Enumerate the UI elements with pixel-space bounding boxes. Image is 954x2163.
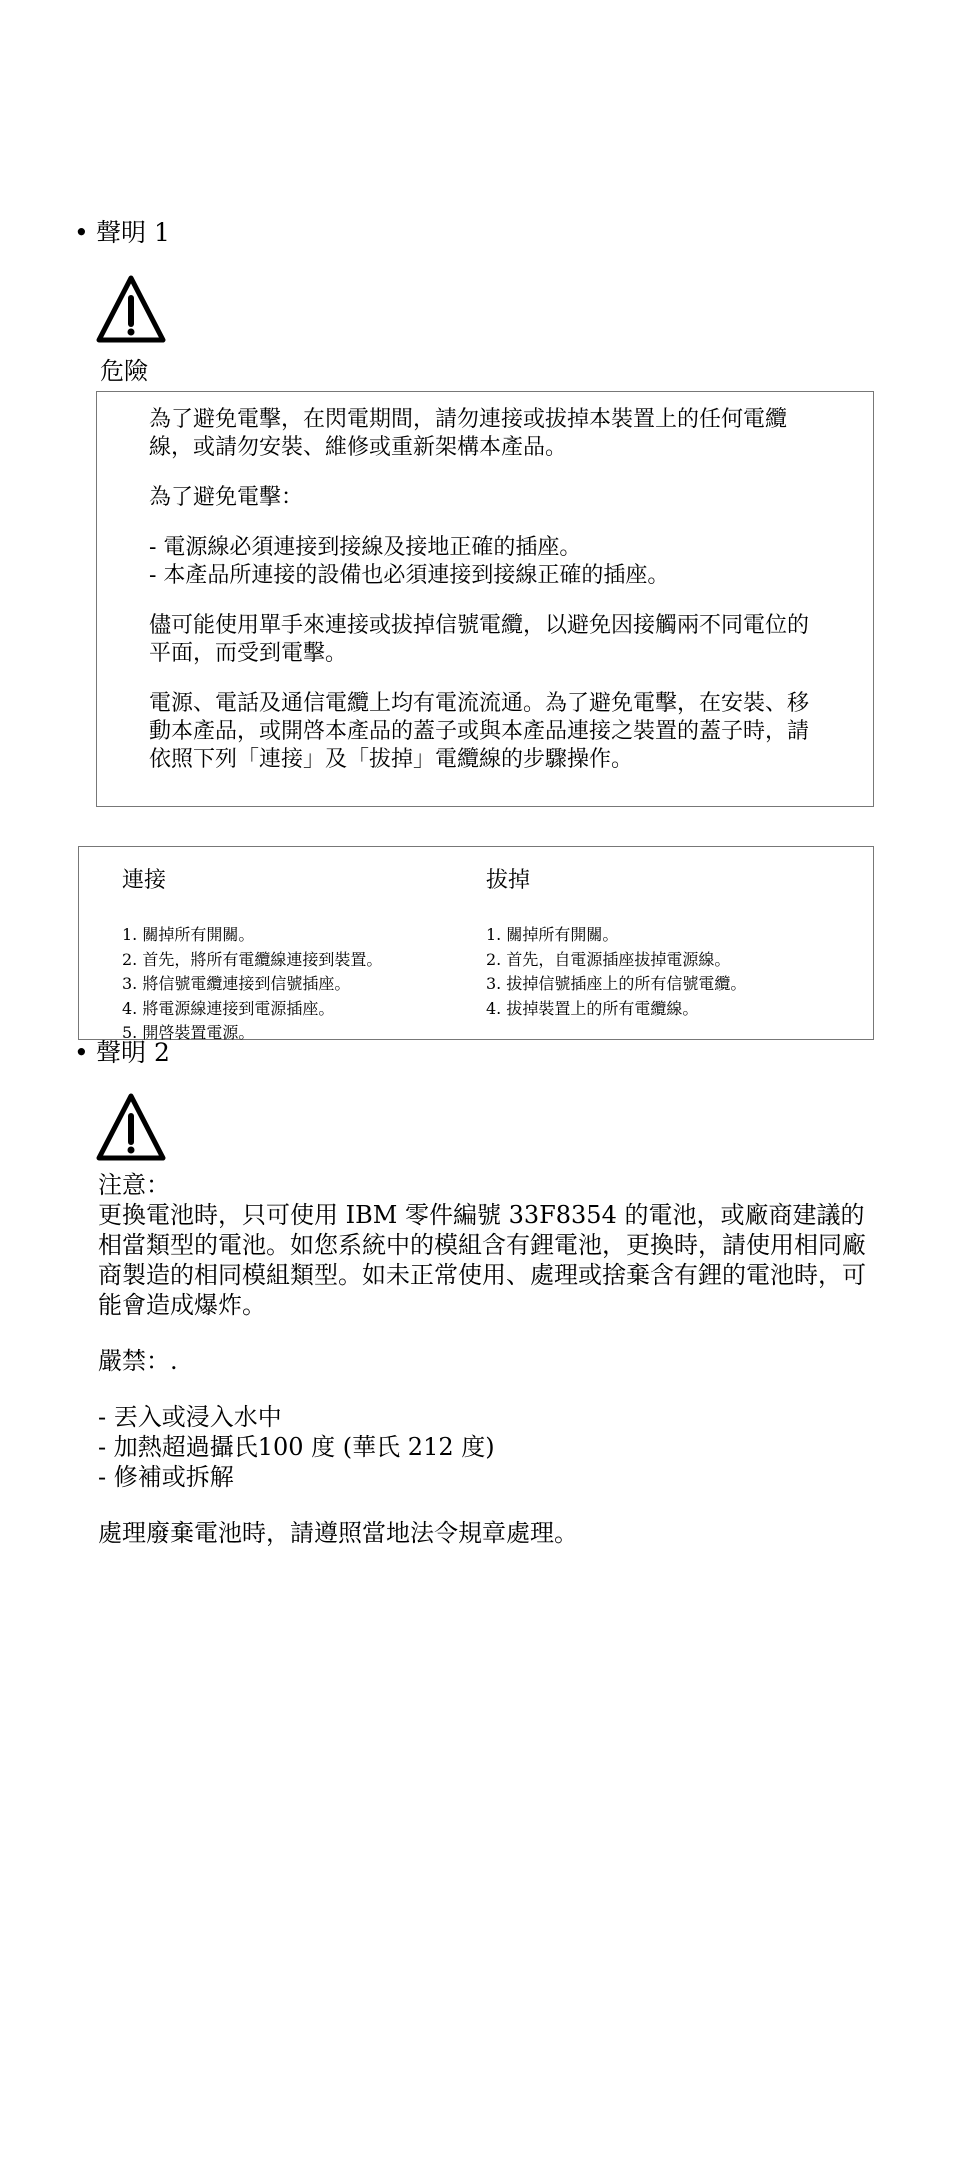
list-item: 5. 開啓裝置電源。 bbox=[122, 1023, 255, 1042]
list-item: 3. 拔掉信號插座上的所有信號電纜。 bbox=[486, 974, 747, 993]
danger-list-title: 為了避免電擊： bbox=[149, 485, 304, 510]
connect-steps bbox=[122, 923, 382, 1046]
list-item: 2. 首先，自電源插座拔掉電源線。 bbox=[486, 949, 731, 969]
list-item: 1. 關掉所有開關。 bbox=[486, 925, 619, 944]
connect-title: 連接 bbox=[122, 868, 167, 893]
danger-para-3: 電源、電話及通信電纜上均有電流流通。為了避免電擊，在安裝、移動本產品，或開啓本產品的蓋子或與本產品連接之裝置的蓋子時，請依照下列「連接」及「拔掉」電纜線的步驟操作。 bbox=[149, 691, 810, 772]
statement-2-label: 聲明 2 bbox=[96, 1038, 170, 1067]
list-item: - 加熱超過攝氏100 度 (華氏 212 度) bbox=[98, 1433, 495, 1461]
prohibit-title: 嚴禁：. bbox=[98, 1347, 178, 1375]
danger-intro: 為了避免電擊，在閃電期間，請勿連接或拔掉本裝置上的任何電纜線，或請勿安裝、維修或重新架構本產品。 bbox=[149, 407, 788, 460]
bullet: • bbox=[74, 1038, 89, 1067]
bullet: • bbox=[74, 218, 89, 247]
disconnect-title: 拔掉 bbox=[486, 868, 531, 893]
danger-notice-box bbox=[96, 391, 874, 807]
statement-1-header bbox=[74, 218, 170, 248]
list-item: - 丟入或浸入水中 bbox=[98, 1403, 282, 1431]
statement-1-label: 聲明 1 bbox=[96, 218, 170, 247]
connect-column bbox=[122, 867, 382, 1046]
caution-title: 注意： bbox=[98, 1171, 170, 1199]
danger-title: 危險 bbox=[100, 357, 148, 385]
connect-disconnect-table bbox=[78, 846, 874, 1040]
prohibit-list bbox=[98, 1402, 878, 1492]
list-item: - 修補或拆解 bbox=[98, 1463, 234, 1491]
list-item: 2. 首先，將所有電纜線連接到裝置。 bbox=[122, 949, 383, 969]
statement-2-header bbox=[74, 1038, 170, 1068]
disconnect-column bbox=[486, 867, 746, 1021]
list-item: - 電源線必須連接到接線及接地正確的插座。 bbox=[149, 535, 582, 560]
disposal-note: 處理廢棄電池時，請遵照當地法令規章處理。 bbox=[98, 1519, 578, 1547]
list-item: 4. 將電源線連接到電源插座。 bbox=[122, 998, 335, 1018]
caution-section bbox=[98, 1170, 878, 1574]
caution-para-1: 更換電池時，只可使用 IBM 零件編號 33F8354 的電池，或廠商建議的相當類型的電池。如您系統中的模組含有鋰電池，更換時，請使用相同廠商製造的相同模組類型。如未正常使用、處理或捨棄含有鋰的電池時，可能會造成爆炸。 bbox=[98, 1201, 866, 1319]
warning-triangle-icon bbox=[96, 1092, 166, 1162]
list-item: 4. 拔掉裝置上的所有電纜線。 bbox=[486, 998, 699, 1018]
warning-triangle-icon bbox=[96, 274, 166, 344]
disconnect-steps bbox=[486, 923, 746, 1021]
danger-para-2: 儘可能使用單手來連接或拔掉信號電纜，以避免因接觸兩不同電位的平面，而受到電擊。 bbox=[149, 613, 810, 666]
list-item: - 本產品所連接的設備也必須連接到接線正確的插座。 bbox=[149, 563, 670, 588]
list-item: 1. 關掉所有開關。 bbox=[122, 925, 255, 944]
danger-list bbox=[149, 534, 829, 590]
list-item: 3. 將信號電纜連接到信號插座。 bbox=[122, 974, 351, 993]
